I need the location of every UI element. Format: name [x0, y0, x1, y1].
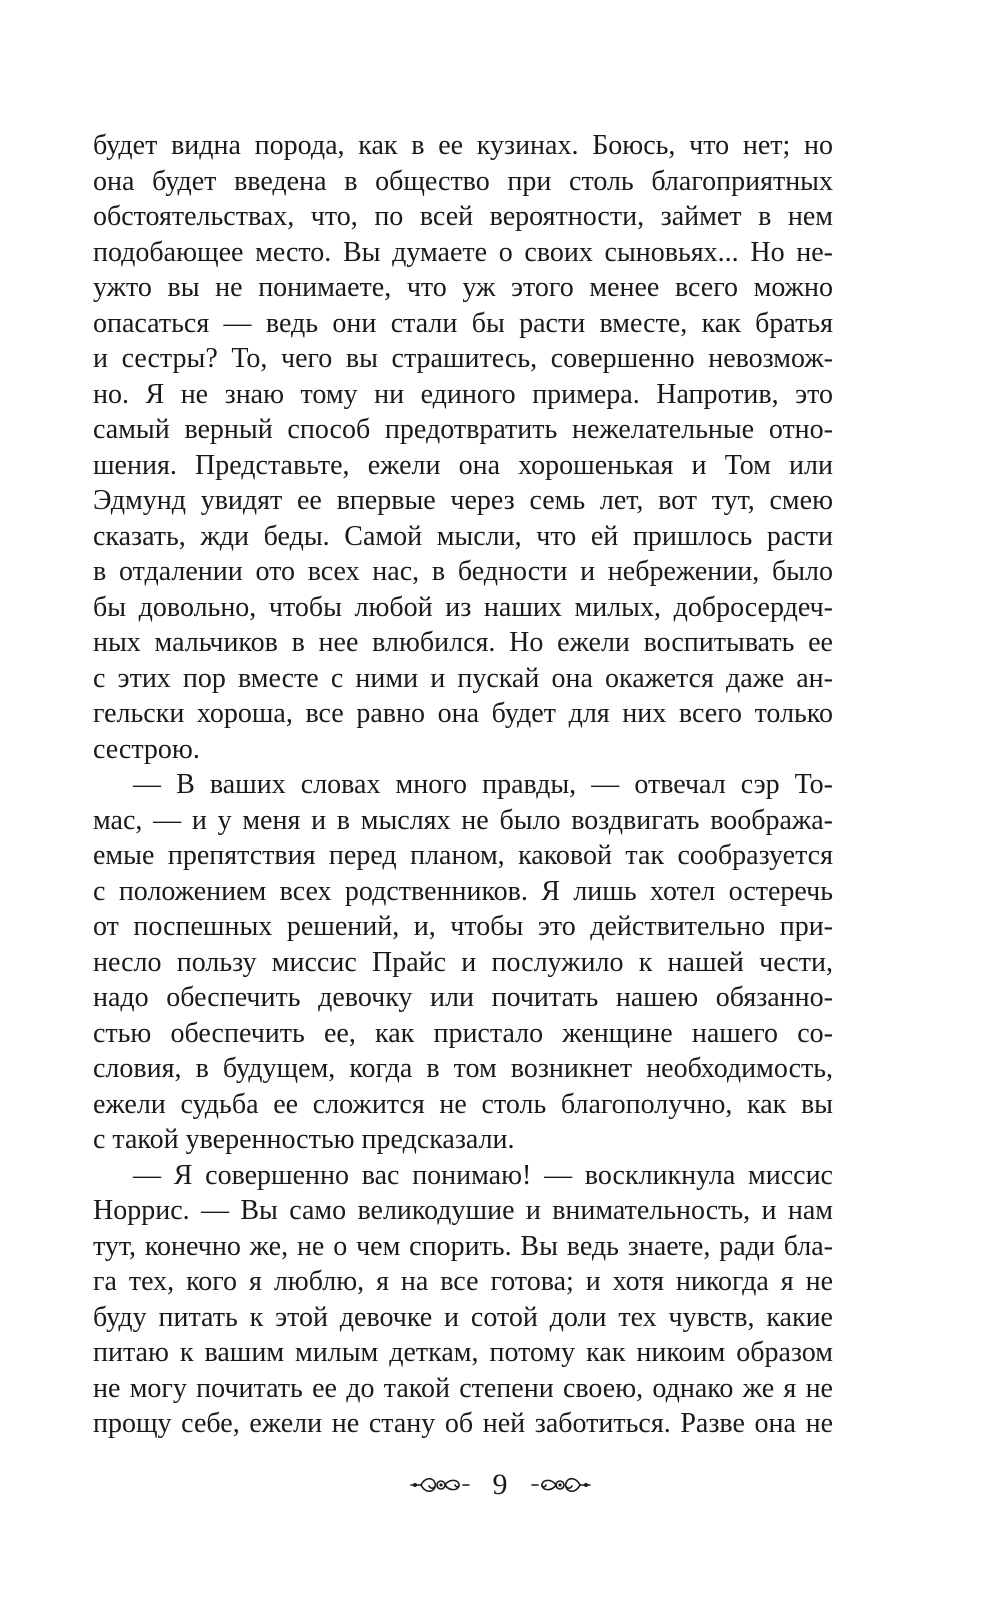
text-line: ужто вы не понимаете, что уж этого менее всего можно — [93, 272, 833, 303]
body-text — [93, 128, 833, 1442]
text-line: от поспешных решений, и, чтобы это действительно при- — [93, 911, 833, 942]
text-line: словия, в будущем, когда в том возникнет необходимость, — [93, 1053, 833, 1084]
text-line: обстоятельствах, что, по всей вероятности, займет в нем — [93, 201, 833, 232]
text-line: не могу почитать ее до такой степени своею, однако же я не — [93, 1372, 833, 1404]
text-line: стью обеспечить ее, как пристало женщине нашего со- — [93, 1017, 833, 1049]
text-line: самый верный способ предотвратить нежелательные отно- — [93, 414, 833, 445]
text-line: сестрою. — [93, 733, 200, 765]
text-line: и сестры? То, чего вы страшитесь, совершенно невозмож- — [93, 343, 833, 374]
text-line: емые препятствия перед планом, каковой так сообразуется — [93, 840, 833, 871]
text-line: — Я совершенно вас понимаю! — воскликнула миссис — [133, 1159, 833, 1191]
text-line: опасаться — ведь они стали бы расти вместе, как братья — [93, 307, 833, 339]
page-footer — [0, 1460, 1000, 1510]
text-line: но. Я не знаю тому ни единого примера. Напротив, это — [93, 378, 833, 410]
right-ornament-icon — [530, 1471, 594, 1499]
text-line: Эдмунд увидят ее впервые через семь лет, вот тут, смею — [93, 485, 833, 516]
text-line: бы довольно, чтобы любой из наших милых, добросердеч- — [93, 591, 833, 623]
text-line: с положением всех родственников. Я лишь хотел остеречь — [93, 875, 833, 907]
text-line: гельски хороша, все равно она будет для них всего только — [93, 698, 833, 729]
text-line: — В ваших словах много правды, — отвечал сэр То- — [133, 769, 833, 800]
text-line: несло пользу миссис Прайс и послужило к нашей чести, — [93, 946, 833, 978]
text-line: шения. Представьте, ежели она хорошенькая и Том или — [93, 449, 833, 481]
text-line: прощу себе, ежели не стану об ней заботиться. Разве она не — [93, 1408, 833, 1439]
text-line: в отдалении ото всех нас, в бедности и небрежении, было — [93, 556, 833, 587]
text-line: будет видна порода, как в ее кузинах. Боюсь, что нет; но — [93, 130, 833, 161]
text-line: надо обеспечить девочку или почитать нашею обязанно- — [93, 982, 833, 1013]
text-line: с такой уверенностью предсказали. — [93, 1124, 515, 1155]
text-line: питаю к вашим милым деткам, потому как никоим образом — [93, 1337, 833, 1368]
text-line: она будет введена в общество при столь благоприятных — [93, 165, 833, 197]
text-line: подобающее место. Вы думаете о своих сыновьях... Но не- — [93, 236, 833, 268]
text-line: буду питать к этой девочке и сотой доли тех чувств, какие — [93, 1301, 833, 1333]
text-line: ежели судьба ее сложится не столь благополучно, как вы — [93, 1088, 833, 1120]
page-number: 9 — [492, 1468, 508, 1501]
text-line: тут, конечно же, не о чем спорить. Вы ведь знаете, ради бла- — [93, 1230, 833, 1262]
text-line: с этих пор вместе с ними и пускай она окажется даже ан- — [93, 662, 833, 694]
text-line: мас, — и у меня и в мыслях не было воздвигать вообража- — [93, 804, 833, 836]
left-ornament-icon — [407, 1471, 471, 1499]
text-line: га тех, кого я люблю, я на все готова; и хотя никогда я не — [93, 1266, 833, 1297]
text-line: Норрис. — Вы само великодушие и внимательность, и нам — [93, 1195, 833, 1226]
text-line: ных мальчиков в нее влюбился. Но ежели воспитывать ее — [93, 627, 833, 658]
text-line: сказать, жди беды. Самой мысли, что ей пришлось расти — [93, 520, 833, 552]
